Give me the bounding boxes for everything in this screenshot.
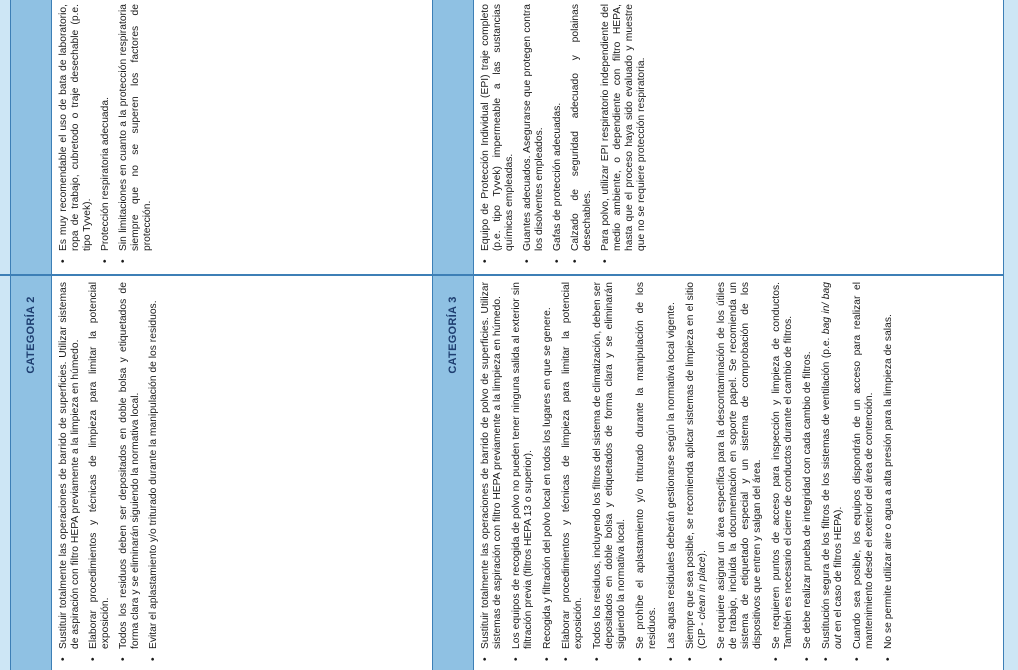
column-divider bbox=[0, 274, 1018, 276]
list-item: • Elaborar procedimientos y técnicas de limpieza para limitar la potencial exposición. bbox=[88, 282, 112, 664]
list-item: • Es muy recomendable el uso de bata de laboratorio, ropa de trabajo, cubretodo o traje desechable (p.e. tipo Tyvek). bbox=[58, 4, 94, 266]
cat3-protection-cell bbox=[480, 4, 1000, 266]
list-item: • No se permite utilizar aire o agua a alta presión para la limpieza de salas. bbox=[883, 282, 895, 664]
list-item: • Sustitución segura de los filtros de los sistemas de ventilación (p.e. bag in/ bag out en el caso de filtros HEPA). bbox=[821, 282, 845, 664]
list-item: • Se debe realizar prueba de integridad con cada cambio de filtros. bbox=[802, 282, 814, 664]
list-item: • Sustituir totalmente las operaciones de barrido de polvo de superficies. Utilizar sistemas de aspiración con filtro HEPA previamente a la limpieza en húmedo. bbox=[480, 282, 504, 664]
header-category-2-label: CATEGORÍA 2 bbox=[25, 296, 37, 374]
header-category-3 bbox=[432, 0, 474, 670]
list-item: • Siempre que sea posible, se recomienda aplicar sistemas de limpieza en el sitio (CIP - clean in place). bbox=[685, 282, 709, 664]
list-item: • Los equipos de recogida de polvo no pueden tener ninguna salida al exterior sin filtración previa (filtros HEPA 13 o superior). bbox=[511, 282, 535, 664]
list-item: • Protección respiratoria adecuada. bbox=[100, 4, 112, 266]
cat2-protection-list bbox=[58, 4, 154, 266]
cat2-measures-list bbox=[58, 282, 160, 664]
list-item: • Gafas de protección adecuadas. bbox=[552, 4, 564, 266]
list-item: • Elaborar procedimientos y técnicas de limpieza para limitar la potencial exposición. bbox=[561, 282, 585, 664]
list-item: • Calzado de seguridad adecuado y polainas desechables. bbox=[570, 4, 594, 266]
list-item: • Las aguas residuales deberán gestionarse según la normativa local vigente. bbox=[666, 282, 678, 664]
list-item: • Guantes adecuados. Asegurarse que protegen contra los disolventes empleados. bbox=[522, 4, 546, 266]
cat2-protection-cell bbox=[58, 4, 426, 266]
list-item: • Recogida y filtración del polvo local en todos los lugares en que se genere. bbox=[542, 282, 554, 664]
list-item: • Se requieren puntos de acceso para inspección y limpieza de conductos. También es necesario el cierre de conductos durante el cambio de filtros. bbox=[771, 282, 795, 664]
cat3-measures-cell bbox=[480, 282, 1000, 664]
list-item: • Todos los residuos, incluyendo los filtros del sistema de climatización, deben ser depositados en doble bolsa y etiquetados de forma clara y se eliminarán siguiendo la normativa local. bbox=[592, 282, 628, 664]
bottom-band bbox=[1003, 0, 1018, 670]
list-item: • Equipo de Protección Individual (EPI) traje completo (p.e. tipo Tyvek) impermeable a las sustancias químicas empleadas. bbox=[480, 4, 516, 266]
list-item: • Cuando sea posible, los equipos dispondrán de un acceso para realizar el mantenimiento desde el exterior del área de contención. bbox=[852, 282, 876, 664]
cat3-measures-list bbox=[480, 282, 895, 664]
list-item: • Sin limitaciones en cuanto a la protección respiratoria siempre que no se superen los factores de protección. bbox=[118, 4, 154, 266]
cat3-protection-list bbox=[480, 4, 648, 266]
header-category-3-label: CATEGORÍA 3 bbox=[447, 296, 459, 374]
cat2-measures-cell bbox=[58, 282, 426, 664]
list-item: • Todos los residuos deben ser depositados en doble bolsa y etiquetados de forma clara y se eliminarán siguiendo la normativa local. bbox=[118, 282, 142, 664]
list-item: • Se prohíbe el aplastamiento y/o triturado durante la manipulación de los residuos. bbox=[635, 282, 659, 664]
list-item: • Para polvo, utilizar EPI respiratorio independiente del medio ambiente, o dependiente con filtro HEPA, hasta que el proceso haya sido evaluado y muestre que no se requiere protección respiratoria. bbox=[600, 4, 648, 266]
list-item: • Sustituir totalmente las operaciones de barrido de superficies. Utilizar sistemas de aspiración con filtro HEPA previamente a la limpieza en húmedo. bbox=[58, 282, 82, 664]
list-item: • Evitar el aplastamiento y/o triturado durante la manipulación de los residuos. bbox=[148, 282, 160, 664]
header-category-2 bbox=[10, 0, 52, 670]
list-item: • Se requiere asignar un área específica para la descontaminación de los útiles de trabajo, incluida la documentación en soporte papel. Se recomienda un sistema de etiquetado especial y un sistema de comprobación de los dispositivos que entren y salgan del área. bbox=[716, 282, 764, 664]
